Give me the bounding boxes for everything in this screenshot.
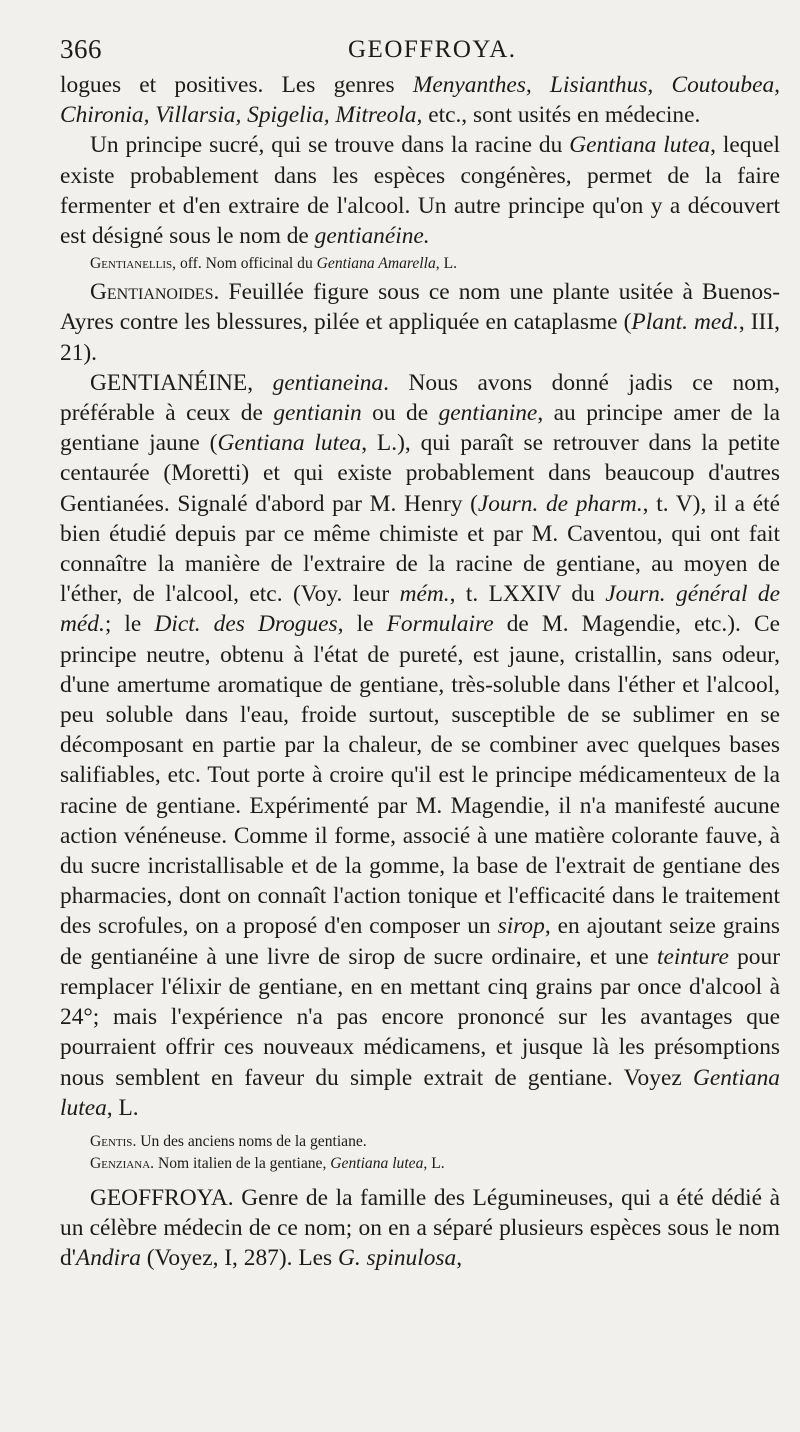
text: ,	[456, 1245, 463, 1272]
text: , lequel existe probablement dans les espèces congénères, permet de la faire fermenter et d'en extraire de l'alcool. Un autre principe qu'on y a découvert est désigné sous le nom de	[60, 132, 781, 250]
species-name: Gentiana lutea	[569, 132, 711, 159]
text: , le	[337, 611, 387, 638]
entry-genziana	[60, 1153, 780, 1175]
text: ,	[247, 369, 273, 396]
term-italic: gentianeina	[272, 369, 384, 396]
text: . Un des anciens noms de la gentiane.	[132, 1132, 367, 1150]
text: , L.	[435, 255, 457, 273]
text: (Voyez, I, 287). Les	[140, 1245, 338, 1272]
text: , en ajoutant seize grains de gentianéine à une livre de sirop de sucre ordinaire, et une	[60, 913, 780, 970]
text: . Feuillée figure sous ce nom une plante usitée à Buenos-Ayres contre les blessures, pilée et appliquée en cataplasme (	[60, 279, 780, 336]
entry-term: Gentianellis	[90, 255, 173, 273]
citation: Plant. med.	[631, 309, 739, 336]
text: Un principe sucré, qui se trouve dans la racine du	[90, 132, 570, 159]
species-name: Gentiana lutea	[217, 430, 362, 457]
running-title: GEOFFROYA.	[348, 36, 517, 63]
genus-name: Andira	[75, 1245, 141, 1272]
entry-term: GENTIANÉINE	[90, 369, 248, 396]
text: . Nous avons donné jadis ce nom, préférable à ceux de	[60, 369, 780, 427]
text: , t. V), il a été bien étudié depuis par ce même chimiste et par M. Caventou, qui ont fait connaître la manière de l'extraire de la racine de gentiane, au moyen de l'éther, de l'alcool, etc. (Voy. leur	[60, 490, 780, 608]
term-italic: gentianin	[273, 400, 362, 427]
text: , au principe amer de la gentiane jaune (	[60, 400, 780, 457]
text: de M. Magendie, etc.). Ce principe neutre, obtenu à l'état de pureté, est jaune, cristallin, sans odeur, d'une amertume aromatique de gentiane, très-soluble dans l'éther et l'alcool, peu soluble dans l'eau, froide surtout, susceptible de se sublimer en se décomposant en partie par la chaleur, de se combiner avec quelques bases salifiables, etc. Tout porte à croire qu'il est le principe médicamenteux de la racine de gentiane. Expérimenté par M. Magendie, il n'a manifesté aucune action vénéneuse. Comme il forme, associé à une matière colorante fauve, à du sucre incristallisable et de la gomme, la base de l'extrait de gentiane des pharmacies, dont on connaît l'action tonique et l'efficacité dans le traitement des scrofules, on a proposé d'en composer un	[60, 611, 780, 940]
text: , L.), qui paraît se retrouver dans la petite centaurée (Moretti) et qui existe probablement dans beaucoup d'autres Gentianées. Signalé d'abord par M. Henry (	[60, 430, 780, 517]
text: . Nom italien de la gentiane,	[150, 1154, 331, 1172]
citation: Formulaire	[386, 611, 494, 638]
genus-list: Menyanthes, Lisianthus, Coutoubea, Chironia, Villarsia, Spigelia, Mitreola,	[60, 72, 780, 129]
species-name: Gentiana lutea	[60, 1064, 780, 1121]
page-header	[60, 34, 780, 70]
entry-gentianeine	[60, 368, 780, 1123]
species-name: G. spinulosa	[337, 1245, 457, 1272]
entry-geoffroya	[60, 1183, 780, 1274]
species-name: Gentiana lutea	[330, 1154, 424, 1172]
citation: Journ. général de méd.	[60, 581, 780, 638]
entry-gentis	[60, 1131, 780, 1153]
text: ou de	[361, 400, 439, 427]
text: , t. LXXIV du	[449, 581, 606, 608]
entry-gentianellis	[60, 253, 780, 275]
term-italic: teinture	[656, 943, 729, 970]
term-italic: gentianéine.	[314, 223, 430, 250]
citation: Dict. des Drogues	[154, 611, 338, 638]
page-number: 366	[60, 34, 102, 64]
paragraph-sugar-principle	[60, 130, 780, 251]
entry-gentianoides	[60, 277, 780, 368]
text: , off. Nom officinal du	[172, 255, 317, 273]
citation: mém.	[399, 581, 450, 608]
entry-term: Genziana	[90, 1154, 151, 1172]
text: pour remplacer l'élixir de gentiane, en en mettant cinq grains par once d'alcool à 24°; mais l'expérience n'a pas encore prononcé sur les avantages que pourraient offrir ces nouveaux médicamens, et jusque là les présomptions nous semblent en faveur du simple extrait de gentiane. Voyez	[60, 943, 780, 1091]
citation: Journ. de pharm.	[477, 490, 643, 517]
entry-term: Gentianoides	[90, 279, 214, 306]
text: , III, 21).	[60, 309, 780, 366]
text: etc., sont usités en médecine.	[422, 102, 701, 129]
text: , L.	[106, 1094, 139, 1121]
text: , L.	[423, 1154, 445, 1172]
species-name: Gentiana Amarella	[316, 255, 436, 273]
text: logues et positives. Les genres	[60, 72, 413, 98]
entry-term: GEOFFROYA	[90, 1184, 228, 1211]
text: ; le	[104, 611, 155, 638]
term-italic: sirop	[497, 913, 545, 940]
paragraph-continuation	[60, 70, 780, 130]
term-italic: gentianine	[438, 400, 538, 427]
text: . Genre de la famille des Légumineuses, qui a été dédié à un célèbre médecin de ce nom; on en a séparé plusieurs espèces sous le nom d'	[60, 1184, 780, 1272]
entry-term: Gentis	[90, 1132, 133, 1150]
